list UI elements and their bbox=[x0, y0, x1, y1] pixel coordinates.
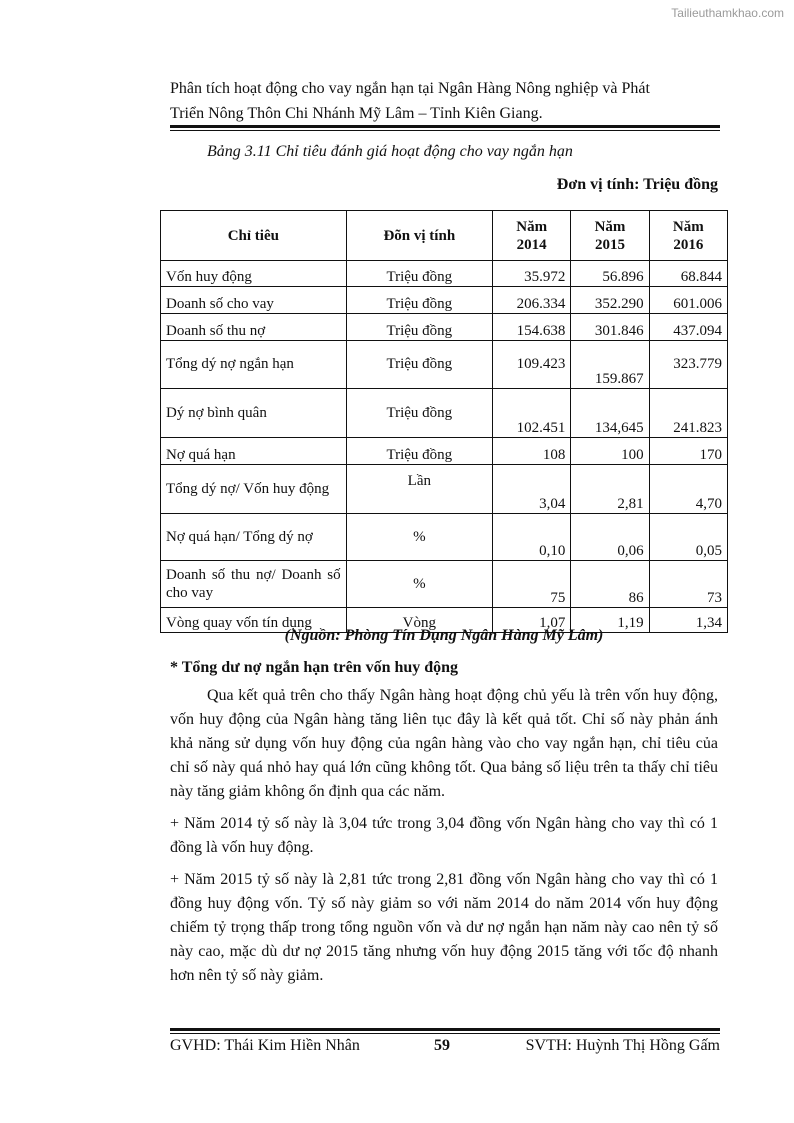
page-header bbox=[170, 76, 718, 126]
row-2016: 601.006 bbox=[649, 287, 727, 314]
row-unit: % bbox=[346, 561, 492, 608]
row-unit: Triệu đồng bbox=[346, 438, 492, 465]
header-2015 bbox=[571, 211, 649, 261]
row-unit: Triệu đồng bbox=[346, 261, 492, 287]
page-number: 59 bbox=[434, 1037, 450, 1054]
body-text bbox=[170, 684, 718, 996]
footer-rule-thin bbox=[170, 1033, 720, 1034]
header-2015-b: 2015 bbox=[594, 236, 625, 253]
table-header-row bbox=[161, 211, 728, 261]
header-2016-b: 2016 bbox=[673, 236, 704, 253]
row-2016: 68.844 bbox=[649, 261, 727, 287]
row-label-b: cho vay bbox=[166, 585, 214, 601]
row-2014: 206.334 bbox=[493, 287, 571, 314]
header-2014-a: Năm bbox=[516, 218, 548, 235]
row-label: Vòng quay vốn tín dụng bbox=[161, 608, 347, 633]
row-2015: 56.896 bbox=[571, 261, 649, 287]
row-2016: 4,70 bbox=[649, 465, 727, 514]
row-unit: Lần bbox=[346, 465, 492, 514]
table-row bbox=[161, 261, 728, 287]
footer-student: SVTH: Huỳnh Thị Hồng Gấm bbox=[525, 1037, 720, 1054]
row-2015: 134,645 bbox=[571, 389, 649, 438]
paragraph-3: + Năm 2015 tỷ số này là 2,81 tức trong 2,81 đồng vốn Ngân hàng cho vay thì có 1 đồng huy động vốn. Tỷ số này giảm so với năm 2014 do năm 2014 vốn huy động chiếm tỷ trọng thấp trong tổng nguồn vốn và dư nợ ngắn hạn năm này cao nên tỷ số này cao, mặc dù dư nợ 2015 tăng nhưng vốn huy động 2015 tăng với tốc độ nhanh hơn nên tỷ số này giảm. bbox=[170, 871, 718, 984]
row-2015: 352.290 bbox=[571, 287, 649, 314]
row-label: Tổng dý nợ ngắn hạn bbox=[161, 341, 347, 389]
table-row bbox=[161, 514, 728, 561]
row-label: Dý nợ bình quân bbox=[161, 389, 347, 438]
row-2016: 241.823 bbox=[649, 389, 727, 438]
table-row bbox=[161, 341, 728, 389]
paragraph-1: Qua kết quả trên cho thấy Ngân hàng hoạt động chủ yếu là trên vốn huy động, vốn huy động của Ngân hàng tăng liên tục đây là kết quả tốt. Chỉ số này phản ánh khả năng sử dụng vốn huy động của ngân hàng vào cho vay ngắn hạn, chỉ tiêu của chỉ số này quá nhỏ hay quá lớn cũng không tốt. Qua bảng số liệu trên ta thấy chỉ tiêu này tăng giảm không ổn định qua các năm. bbox=[170, 687, 718, 800]
row-2014: 109.423 bbox=[493, 341, 571, 389]
row-unit: Vòng bbox=[346, 608, 492, 633]
row-2014: 0,10 bbox=[493, 514, 571, 561]
row-2014: 108 bbox=[493, 438, 571, 465]
header-rule-thick bbox=[170, 125, 720, 128]
watermark: Tailieuthamkhao.com bbox=[671, 6, 784, 20]
footer-advisor: GVHD: Thái Kim Hiền Nhân bbox=[170, 1037, 360, 1054]
row-label bbox=[161, 561, 347, 608]
indicator-table bbox=[160, 210, 728, 633]
paragraph-2: + Năm 2014 tỷ số này là 3,04 tức trong 3,04 đồng vốn Ngân hàng cho vay thì có 1 đồng là vốn huy động. bbox=[170, 815, 718, 856]
row-label: Doanh số thu nợ bbox=[161, 314, 347, 341]
row-2014: 154.638 bbox=[493, 314, 571, 341]
unit-note: Đơn vị tính: Triệu đồng bbox=[556, 176, 718, 193]
row-unit: Triệu đồng bbox=[346, 314, 492, 341]
row-2015: 2,81 bbox=[571, 465, 649, 514]
row-2014: 102.451 bbox=[493, 389, 571, 438]
header-line-1: Phân tích hoạt động cho vay ngắn hạn tại Ngân Hàng Nông nghiệp và Phát bbox=[170, 80, 650, 97]
row-2016: 437.094 bbox=[649, 314, 727, 341]
table-row bbox=[161, 389, 728, 438]
header-line-2: Triển Nông Thôn Chi Nhánh Mỹ Lâm – Tỉnh Kiên Giang. bbox=[170, 105, 543, 122]
header-unit: Đõn vị tính bbox=[346, 211, 492, 261]
table-row bbox=[161, 314, 728, 341]
row-label-a: Doanh số thu nợ/ Doanh số bbox=[166, 567, 341, 583]
row-2014: 35.972 bbox=[493, 261, 571, 287]
row-2016: 0,05 bbox=[649, 514, 727, 561]
row-unit: Triệu đồng bbox=[346, 341, 492, 389]
row-unit: Triệu đồng bbox=[346, 287, 492, 314]
row-label: Nợ quá hạn/ Tổng dý nợ bbox=[161, 514, 347, 561]
table-caption: Bảng 3.11 Chỉ tiêu đánh giá hoạt động cho vay ngắn hạn bbox=[207, 143, 573, 160]
row-label: Doanh số cho vay bbox=[161, 287, 347, 314]
table-row bbox=[161, 561, 728, 608]
row-2016: 1,34 bbox=[649, 608, 727, 633]
row-label: Tổng dý nợ/ Vốn huy động bbox=[161, 465, 347, 514]
row-unit: Triệu đồng bbox=[346, 389, 492, 438]
row-2015: 0,06 bbox=[571, 514, 649, 561]
section-title: * Tổng dư nợ ngắn hạn trên vốn huy động bbox=[170, 659, 459, 676]
row-label: Nợ quá hạn bbox=[161, 438, 347, 465]
row-2015: 1,19 bbox=[571, 608, 649, 633]
row-2014: 75 bbox=[493, 561, 571, 608]
header-2014-b: 2014 bbox=[516, 236, 547, 253]
header-indicator: Chỉ tiêu bbox=[161, 211, 347, 261]
footer-rule-thick bbox=[170, 1028, 720, 1031]
row-2015: 159.867 bbox=[571, 341, 649, 389]
row-2015: 100 bbox=[571, 438, 649, 465]
header-2016-a: Năm bbox=[672, 218, 704, 235]
row-2014: 1,07 bbox=[493, 608, 571, 633]
row-2015: 86 bbox=[571, 561, 649, 608]
header-2016 bbox=[649, 211, 727, 261]
row-label: Vốn huy động bbox=[161, 261, 347, 287]
row-2016: 323.779 bbox=[649, 341, 727, 389]
table-row bbox=[161, 438, 728, 465]
row-unit: % bbox=[346, 514, 492, 561]
row-2015: 301.846 bbox=[571, 314, 649, 341]
header-2015-a: Năm bbox=[594, 218, 626, 235]
row-2014: 3,04 bbox=[493, 465, 571, 514]
header-2014 bbox=[493, 211, 571, 261]
header-rule-thin bbox=[170, 130, 720, 131]
table-row bbox=[161, 287, 728, 314]
row-2016: 170 bbox=[649, 438, 727, 465]
table-row bbox=[161, 465, 728, 514]
table-source: (Nguồn: Phòng Tín Dụng Ngân Hàng Mỹ Lâm) bbox=[284, 627, 604, 644]
row-2016: 73 bbox=[649, 561, 727, 608]
